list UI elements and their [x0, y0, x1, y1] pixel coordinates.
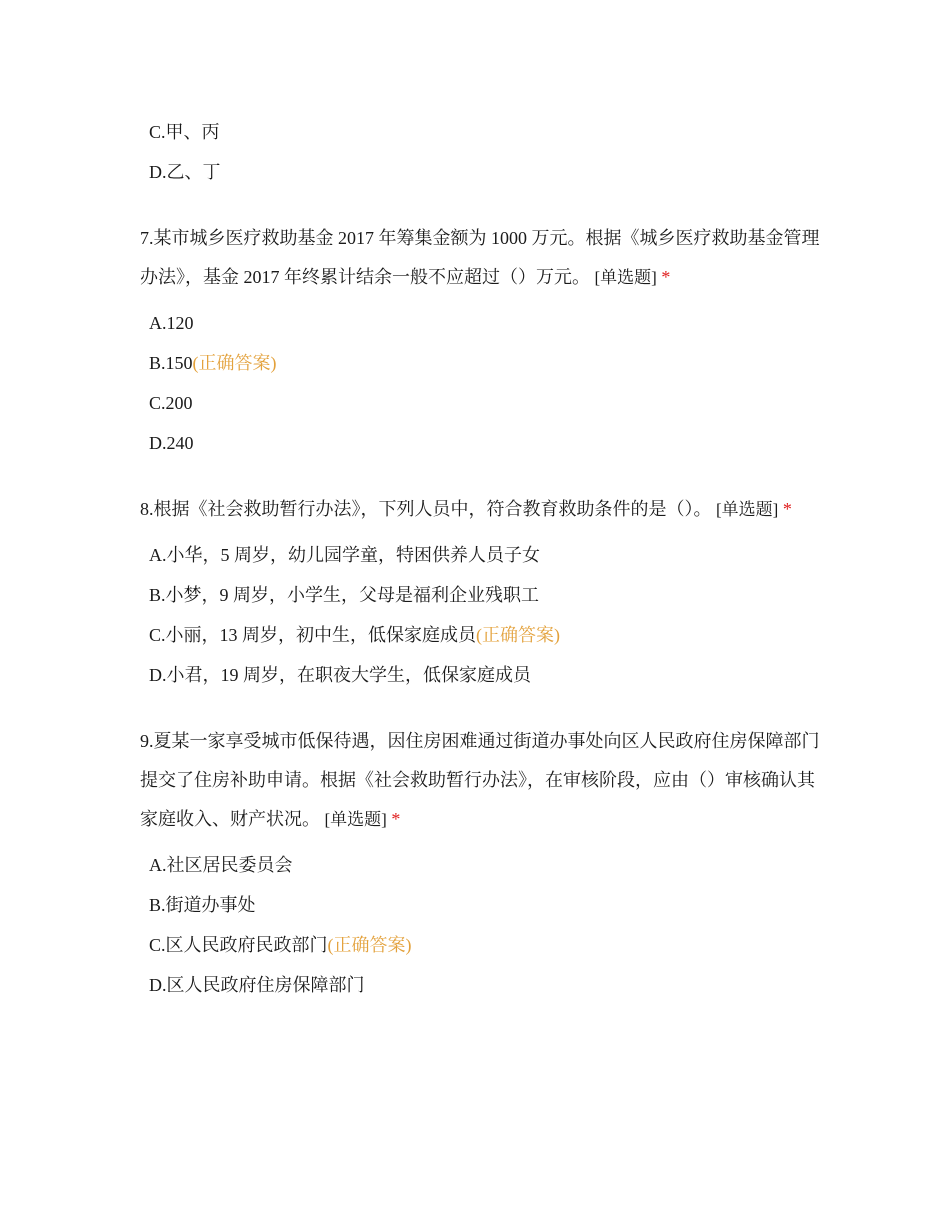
- q9-option-c: C.区人民政府民政部门(正确答案): [149, 935, 412, 955]
- required-mark: *: [661, 267, 671, 287]
- correct-answer-label: (正确答案): [476, 625, 561, 645]
- q8-option-d: D.小君，19 周岁，在职夜大学生，低保家庭成员: [149, 665, 531, 685]
- correct-answer-label: (正确答案): [192, 353, 277, 373]
- q9-option-b: B.街道办事处: [149, 895, 256, 915]
- question-9-text: 9.夏某一家享受城市低保待遇，因住房困难通过街道办事处向区人民政府住房保障部门提交了住房补助申请。根据《社会救助暂行办法》，在审核阶段，应由（）审核确认其家庭收入、财产状况。: [140, 731, 820, 829]
- question-8: [140, 490, 820, 529]
- question-7-type: [单选题]: [594, 268, 657, 287]
- question-7: [140, 219, 820, 297]
- q7-option-a: A.120: [149, 313, 194, 333]
- question-9: [140, 722, 820, 839]
- option-c-prev: C.甲、丙: [149, 122, 220, 142]
- required-mark: *: [782, 499, 792, 519]
- question-8-text: 8.根据《社会救助暂行办法》，下列人员中，符合教育救助条件的是（）。: [140, 499, 712, 519]
- quiz-content: [140, 112, 820, 1005]
- required-mark: *: [391, 809, 401, 829]
- q9-option-d: D.区人民政府住房保障部门: [149, 975, 365, 995]
- q9-option-a: A.社区居民委员会: [149, 855, 293, 875]
- question-7-text: 7.某市城乡医疗救助基金 2017 年筹集金额为 1000 万元。根据《城乡医疗救助基金管理办法》，基金 2017 年终累计结余一般不应超过（）万元。: [140, 228, 820, 287]
- q8-option-b: B.小梦，9 周岁，小学生，父母是福利企业残职工: [149, 585, 540, 605]
- correct-answer-label: (正确答案): [327, 935, 412, 955]
- q7-option-c: C.200: [149, 393, 193, 413]
- question-9-type: [单选题]: [324, 810, 387, 829]
- q8-option-c: C.小丽，13 周岁，初中生，低保家庭成员(正确答案): [149, 625, 561, 645]
- q7-option-b: B.150(正确答案): [149, 353, 277, 373]
- option-d-prev: D.乙、丁: [149, 162, 221, 182]
- q8-option-a: A.小华，5 周岁，幼儿园学童，特困供养人员子女: [149, 545, 540, 565]
- q7-option-d: D.240: [149, 433, 194, 453]
- question-8-type: [单选题]: [716, 500, 779, 519]
